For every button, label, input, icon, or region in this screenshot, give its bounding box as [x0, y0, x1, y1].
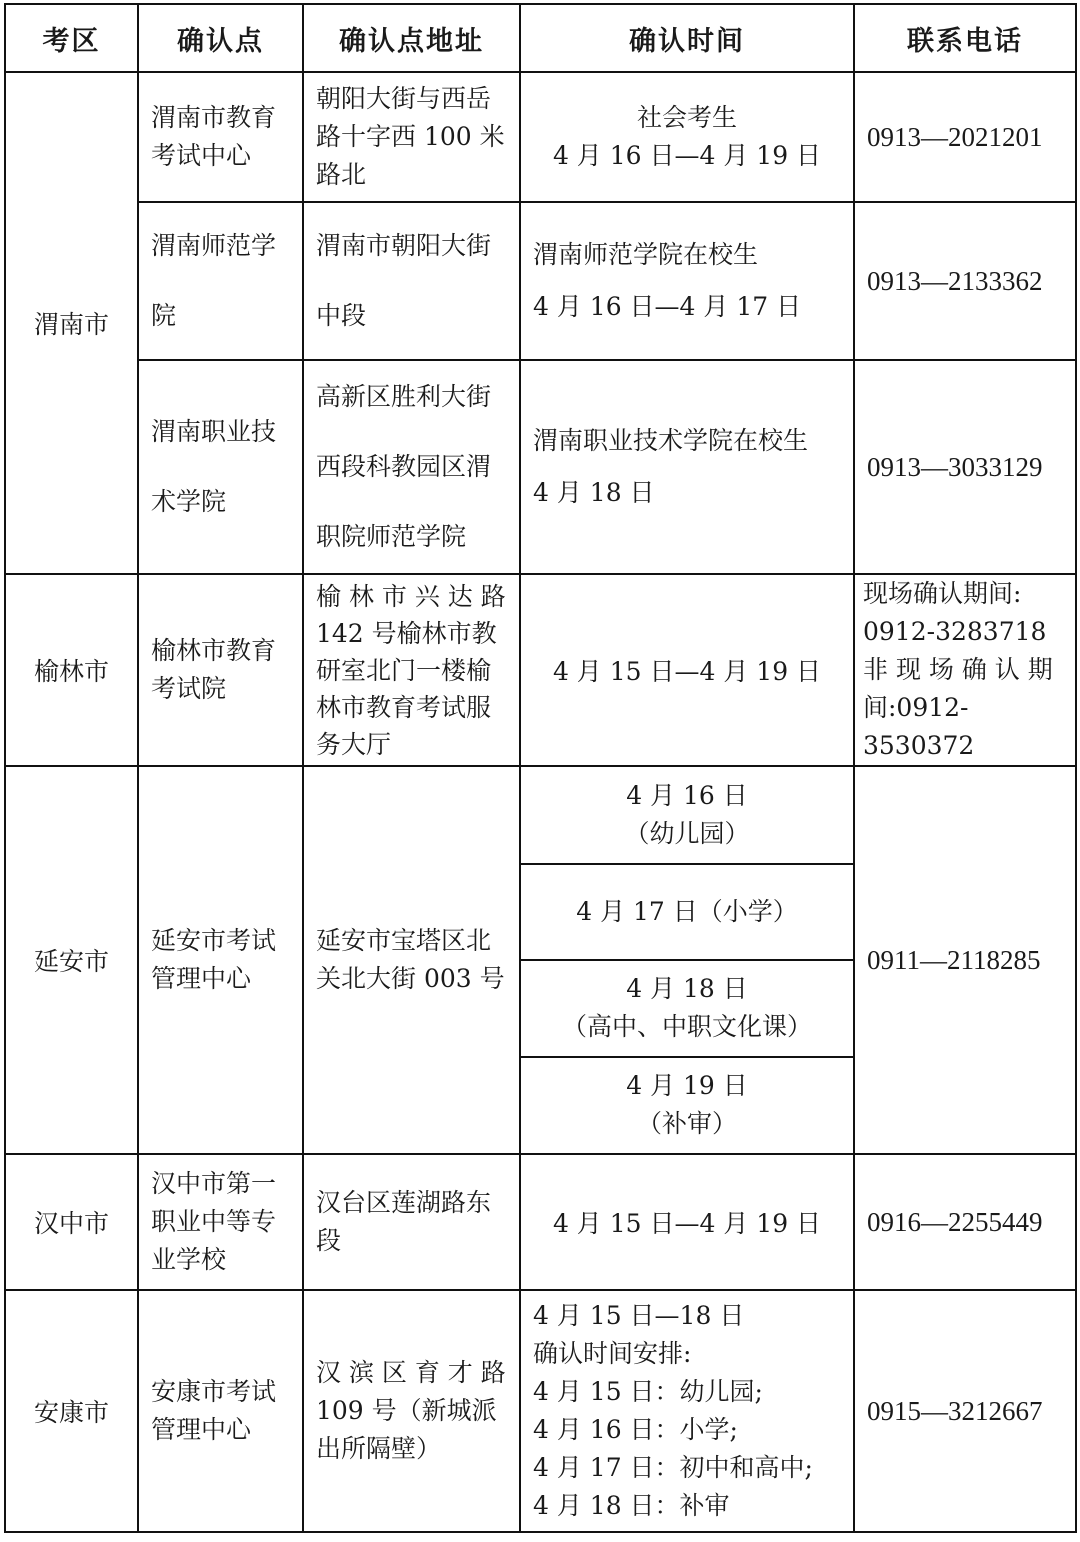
point-line: 考试中心	[151, 141, 252, 170]
point-line: 渭南职业技	[151, 417, 277, 446]
region-label: 延安市	[33, 947, 109, 976]
address-line: 朝阳大街与西岳	[316, 84, 492, 113]
address-line: 西段科教园区渭	[316, 452, 492, 481]
time-line: 4 月 17 日：初中和高中;	[533, 1453, 813, 1482]
address-line: 路北	[316, 160, 367, 189]
header-phone: 联系电话	[854, 4, 1076, 72]
address-line: 延安市宝塔区北	[316, 926, 492, 955]
phone-cell: 0913—2021201	[854, 72, 1076, 202]
point-cell	[138, 1154, 303, 1290]
header-region: 考区	[5, 4, 138, 72]
time-line: 确认时间安排:	[533, 1339, 692, 1368]
phone-line: 现场确认期间:	[863, 579, 1022, 608]
address-line: 出所隔壁）	[316, 1434, 442, 1463]
table-row	[5, 202, 1076, 360]
phone-cell: 0913—3033129	[854, 360, 1076, 574]
time-line: 4 月 18 日	[533, 478, 655, 507]
time-line: 4 月 19 日	[626, 1071, 748, 1101]
region-cell	[5, 72, 138, 574]
address-cell	[303, 1290, 520, 1532]
address-line: 109 号（新城派	[316, 1396, 497, 1425]
point-cell	[138, 72, 303, 202]
time-cell	[520, 360, 854, 574]
region-label: 安康市	[33, 1398, 109, 1427]
time-line: 4 月 15 日：幼儿园;	[533, 1377, 763, 1406]
point-line: 安康市考试	[151, 1377, 277, 1406]
address-line: 职院师范学院	[316, 522, 467, 551]
time-line: 渭南职业技术学院在校生	[533, 426, 809, 455]
phone-line: 非 现 场 确 认 期	[863, 655, 1053, 684]
address-line: 汉 滨 区 育 才 路	[316, 1358, 506, 1387]
table-row	[5, 766, 1076, 1154]
point-line: 业学校	[151, 1245, 227, 1274]
time-cell	[520, 1290, 854, 1532]
time-line: 4 月 16 日：小学;	[533, 1415, 738, 1444]
table-row	[5, 72, 1076, 202]
time-line: 4 月 17 日（小学）	[576, 896, 798, 926]
point-cell	[138, 202, 303, 360]
time-line: 4 月 18 日	[626, 974, 748, 1004]
confirmation-schedule-table	[4, 3, 1077, 1533]
table-row	[5, 1290, 1076, 1532]
header-row	[5, 4, 1076, 72]
time-subcell	[521, 767, 853, 864]
time-cell: 4 月 15 日—4 月 19 日	[520, 574, 854, 766]
region-cell	[5, 1154, 138, 1290]
time-line: 渭南师范学院在校生	[533, 240, 759, 269]
header-time: 确认时间	[520, 4, 854, 72]
address-cell	[303, 574, 520, 766]
time-line: 4 月 16 日—4 月 17 日	[533, 292, 802, 321]
table-row	[5, 574, 1076, 766]
phone-line: 0912-3283718	[863, 617, 1047, 646]
address-cell	[303, 1154, 520, 1290]
time-subtable	[521, 767, 853, 1153]
point-line: 管理中心	[151, 1415, 252, 1444]
address-line: 路十字西 100 米	[316, 122, 505, 151]
table-row	[5, 1154, 1076, 1290]
point-line: 延安市考试	[151, 926, 277, 955]
point-line: 术学院	[151, 487, 227, 516]
region-cell	[5, 1290, 138, 1532]
phone-cell: 0915—3212667	[854, 1290, 1076, 1532]
point-line: 榆林市教育	[151, 636, 277, 665]
phone-cell: 0913—2133362	[854, 202, 1076, 360]
phone-cell: 0916—2255449	[854, 1154, 1076, 1290]
time-cell	[520, 766, 854, 1154]
phone-line: 间:0912-3530372	[863, 693, 975, 760]
region-label: 汉中市	[33, 1209, 109, 1238]
time-line: 社会考生	[636, 103, 737, 132]
address-cell	[303, 766, 520, 1154]
address-line: 林市教育考试服	[316, 692, 492, 722]
region-cell	[5, 766, 138, 1154]
point-line: 汉中市第一	[151, 1169, 277, 1198]
address-line: 榆 林 市 兴 达 路	[316, 581, 506, 611]
time-line: 4 月 16 日—4 月 19 日	[552, 141, 822, 170]
time-subcell	[521, 1057, 853, 1154]
point-cell	[138, 360, 303, 574]
header-address: 确认点地址	[303, 4, 520, 72]
point-line: 渭南市教育	[151, 103, 277, 132]
phone-cell: 0911—2118285	[854, 766, 1076, 1154]
region-label: 渭南市	[33, 310, 109, 339]
phone-cell	[854, 574, 1076, 766]
point-cell	[138, 1290, 303, 1532]
point-cell	[138, 766, 303, 1154]
time-line: （补审）	[636, 1109, 737, 1139]
time-line: （幼儿园）	[624, 818, 750, 848]
point-line: 考试院	[151, 674, 227, 703]
region-label: 榆林市	[33, 657, 109, 686]
time-line: 4 月 15 日—18 日	[533, 1301, 745, 1330]
time-line: （高中、中职文化课）	[561, 1012, 812, 1042]
point-line: 渭南师范学	[151, 231, 277, 260]
time-line: 4 月 16 日	[626, 780, 748, 810]
address-line: 142 号榆林市教	[316, 618, 497, 648]
address-line: 汉台区莲湖路东	[316, 1188, 492, 1217]
header-point: 确认点	[138, 4, 303, 72]
point-line: 管理中心	[151, 964, 252, 993]
time-cell	[520, 72, 854, 202]
address-line: 关北大街 003 号	[316, 964, 505, 993]
address-line: 务大厅	[316, 729, 392, 759]
address-cell	[303, 72, 520, 202]
point-cell	[138, 574, 303, 766]
address-cell	[303, 202, 520, 360]
time-cell	[520, 202, 854, 360]
time-subcell	[521, 864, 853, 961]
address-line: 段	[316, 1226, 342, 1255]
point-line: 职业中等专	[151, 1207, 277, 1236]
table-row	[5, 360, 1076, 574]
address-line: 渭南市朝阳大街	[316, 231, 492, 260]
address-line: 研室北门一楼榆	[316, 655, 492, 685]
point-line: 院	[151, 301, 177, 330]
region-cell	[5, 574, 138, 766]
time-line: 4 月 18 日：补审	[533, 1491, 730, 1520]
address-cell	[303, 360, 520, 574]
address-line: 高新区胜利大街	[316, 382, 492, 411]
time-subcell	[521, 960, 853, 1057]
address-line: 中段	[316, 301, 367, 330]
time-cell: 4 月 15 日—4 月 19 日	[520, 1154, 854, 1290]
